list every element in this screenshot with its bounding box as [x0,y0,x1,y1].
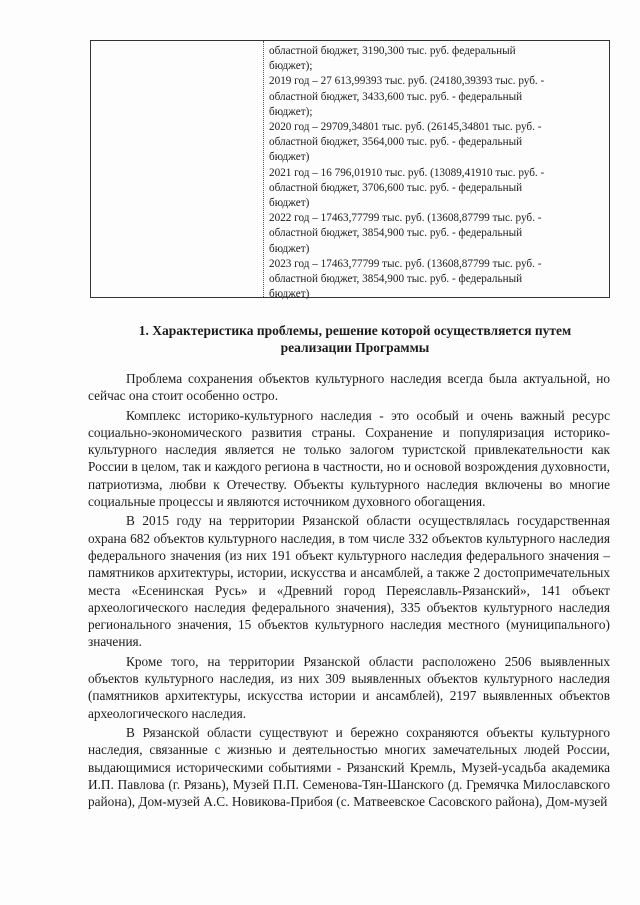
table-line: бюджет) [269,242,310,255]
table-line: бюджет); [269,105,313,118]
paragraph: Кроме того, на территории Рязанской области расположено 2506 выявленных объектов культурного наследия, из них 309 выявленных объектов культурного наследия (памятников архитектуры, искусства истории и ансамблей), 2197 выявленных объектов археологического наследия. [88,653,610,721]
table-line: 2020 год – 29709,34801 тыс. руб. (26145,34801 тыс. руб. - [269,121,542,134]
table-line: областной бюджет, 3564,000 тыс. руб. - федеральный [269,136,523,149]
table-line: областной бюджет, 3190,300 тыс. руб. федеральный [269,45,516,57]
budget-table [90,40,610,301]
table-line: бюджет) [269,151,310,164]
paragraph: Комплекс историко-культурного наследия - это особый и очень важный ресурс социально-экономического развития страны. Сохранение и популяризация историко-культурного наследия является не только залогом туристской привлекательности как России в целом, так и каждого региона в частности, но и основой возрождения духовности, патриотизма, любви к Отечеству. Объекты культурного наследия включены во многие социальные процессы и являются источником духовного обогащения. [88,407,610,510]
table-line: 2023 год – 17463,77799 тыс. руб. (13608,87799 тыс. руб. - [269,257,542,270]
table-line: областной бюджет, 3433,600 тыс. руб. - федеральный [269,90,523,103]
paragraph: Проблема сохранения объектов культурного наследия всегда была актуальной, но сейчас она стоит особенно остро. [88,371,610,404]
table-line: областной бюджет, 3854,900 тыс. руб. - федеральный [269,273,523,286]
table-line: 2019 год – 27 613,99393 тыс. руб. (24180,39393 тыс. руб. - [269,75,545,88]
table-line: бюджет); [269,60,313,73]
table-cell-budget [264,41,609,301]
table-line: бюджет) [269,288,310,301]
table-line: бюджет) [269,197,310,210]
paragraph: В Рязанской области существуют и бережно сохраняются объекты культурного наследия, связанные с жизнью и деятельностью многих замечательных людей России, выдающимися историческими событиями - Рязанский Кремль, Музей-усадьба академика И.П. Павлова (г. Рязань), Музей П.П. Семенова-Тян-Шанского (д. Гремячка Милославского района), Дом-музей А.С. Новикова-Прибоя (с. Матвеевское Сасовского района), Дом-музей [88,724,610,810]
paragraph: В 2015 году на территории Рязанской области осуществлялась государственная охрана 682 объектов культурного наследия, в том числе 332 объектов культурного наследия федерального значения (из них 191 объект культурного наследия федерального значения – памятников архитектуры, истории, искусства и ансамблей, а также 2 достопримечательных места «Есенинская Русь» и «Древний город Переяславль-Рязанский», 141 объект археологического наследия федерального значения), 335 объектов культурного наследия регионального значения, 15 объектов культурного наследия местного (муниципального) значения. [88,513,610,650]
table-line: областной бюджет, 3854,900 тыс. руб. - федеральный [269,227,523,240]
table-line: областной бюджет, 3706,600 тыс. руб. - федеральный [269,181,523,194]
body-text [88,370,610,812]
table-line: 2021 год – 16 796,01910 тыс. руб. (13089,41910 тыс. руб. - [269,166,545,179]
table-line: 2022 год – 17463,77799 тыс. руб. (13608,87799 тыс. руб. - [269,212,542,225]
section-heading: 1. Характеристика проблемы, решение которой осуществляется путем реализации Программы [138,323,572,355]
table-cell-empty [91,41,264,297]
